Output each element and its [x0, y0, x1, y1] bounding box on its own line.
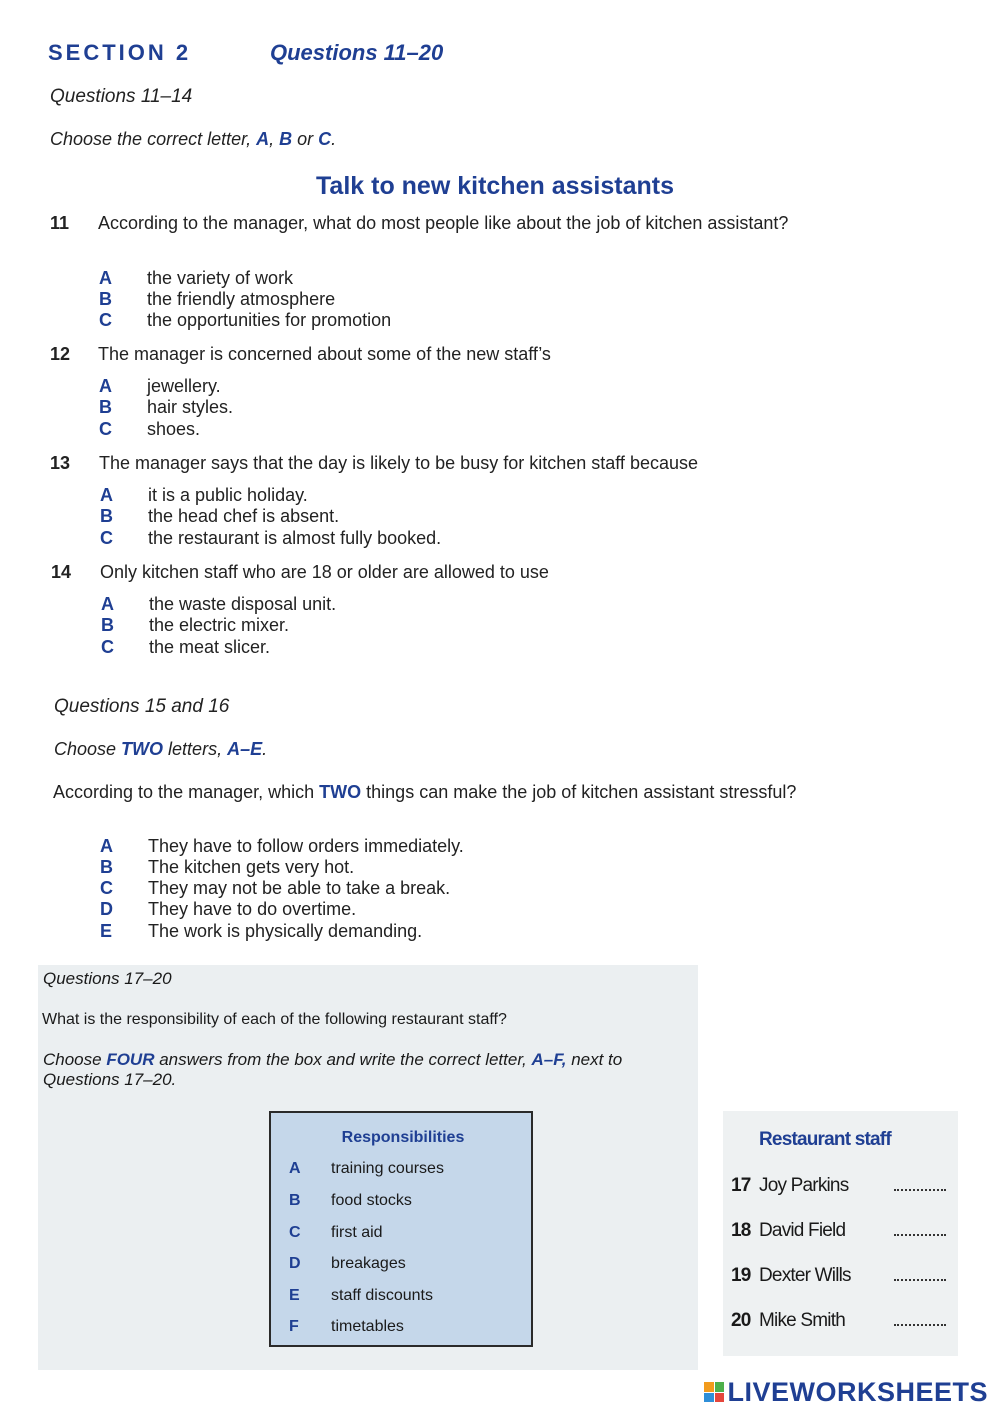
responsibility-letter: E: [289, 1287, 300, 1304]
option-text: The work is physically demanding.: [148, 921, 423, 941]
question-number-14: 14: [51, 562, 72, 582]
option-text: the waste disposal unit.: [149, 594, 337, 614]
staff-name: Dexter Wills: [759, 1265, 851, 1286]
responsibility-text: first aid: [331, 1224, 383, 1241]
question-text-13: The manager says that the day is likely to be busy for kitchen staff because: [99, 453, 698, 473]
responsibilities-heading: Responsibilities: [341, 1129, 465, 1146]
option-letter: B: [99, 289, 112, 309]
question-number-12: 12: [50, 344, 71, 364]
part3-instruction: Choose FOUR answers from the box and write the correct letter, A–F, next to Questions 17–20.: [43, 1050, 623, 1089]
option-letter: B: [100, 506, 113, 526]
question-text-14: Only kitchen staff who are 18 or older are allowed to use: [100, 562, 549, 582]
staff-number: 18: [731, 1220, 751, 1241]
staff-number: 17: [731, 1175, 751, 1196]
staff-name: Joy Parkins: [759, 1175, 849, 1196]
option-text: the electric mixer.: [149, 615, 290, 635]
option-letter: C: [99, 419, 112, 439]
part2-instruction: Choose TWO letters, A–E.: [54, 739, 268, 759]
option-letter: C: [100, 528, 113, 548]
staff-number: 20: [731, 1310, 751, 1331]
answer-blank-20[interactable]: [894, 1324, 946, 1326]
part3-question: What is the responsibility of each of the following restaurant staff?: [42, 1011, 507, 1028]
responsibility-letter: B: [289, 1192, 301, 1209]
liveworksheets-logo-icon: [704, 1382, 724, 1402]
responsibility-text: breakages: [331, 1255, 406, 1272]
part2-question: According to the manager, which TWO things can make the job of kitchen assistant stressful?: [53, 782, 797, 802]
responsibility-text: food stocks: [331, 1192, 412, 1209]
section-label: SECTION 2: [48, 40, 192, 65]
logo-text: LIVEWORKSHEETS: [727, 1376, 988, 1407]
responsibility-text: staff discounts: [331, 1287, 433, 1304]
option-text: it is a public holiday.: [148, 485, 308, 505]
part1-instruction: Choose the correct letter, A, B or C.: [50, 129, 337, 149]
option-text: They have to follow orders immediately.: [148, 836, 464, 856]
responsibilities-box: [269, 1111, 533, 1347]
responsibility-letter: C: [289, 1224, 301, 1241]
staff-row-18: [731, 1220, 946, 1246]
section-question-range: Questions 11–20: [270, 40, 444, 65]
staff-name: David Field: [759, 1220, 846, 1241]
option-letter: A: [99, 268, 112, 288]
question-number-11: 11: [50, 213, 70, 233]
option-letter: A: [100, 485, 113, 505]
option-letter: A: [100, 836, 113, 856]
staff-name: Mike Smith: [759, 1310, 845, 1331]
option-letter: E: [100, 921, 113, 941]
option-text: hair styles.: [147, 397, 234, 417]
liveworksheets-logo[interactable]: [704, 1376, 988, 1408]
question-text-11: According to the manager, what do most people like about the job of kitchen assistant?: [98, 213, 789, 233]
staff-row-19: [731, 1265, 946, 1291]
answer-blank-18[interactable]: [894, 1234, 946, 1236]
staff-row-17: [731, 1175, 946, 1201]
question-text-12: The manager is concerned about some of the new staff’s: [98, 344, 551, 364]
part2-range: Questions 15 and 16: [54, 696, 230, 717]
restaurant-staff-heading: Restaurant staff: [759, 1129, 891, 1150]
responsibility-letter: F: [289, 1318, 299, 1335]
responsibility-letter: D: [289, 1255, 301, 1272]
option-text: the friendly atmosphere: [147, 289, 336, 309]
option-text: the meat slicer.: [149, 637, 271, 657]
option-text: the opportunities for promotion: [147, 310, 392, 330]
option-text: shoes.: [147, 419, 201, 439]
responsibility-text: timetables: [331, 1318, 404, 1335]
option-letter: C: [100, 878, 113, 898]
restaurant-staff-panel: [723, 1111, 958, 1356]
answer-blank-17[interactable]: [894, 1189, 946, 1191]
staff-row-20: [731, 1310, 946, 1336]
part3-range: Questions 17–20: [43, 969, 172, 988]
option-letter: B: [101, 615, 114, 635]
option-text: The kitchen gets very hot.: [148, 857, 355, 877]
option-letter: D: [100, 899, 113, 919]
option-text: the variety of work: [147, 268, 294, 288]
option-letter: C: [99, 310, 112, 330]
option-letter: C: [101, 637, 114, 657]
part1-range: Questions 11–14: [50, 86, 193, 107]
option-letter: A: [99, 376, 112, 396]
option-text: the restaurant is almost fully booked.: [148, 528, 442, 548]
option-letter: B: [99, 397, 112, 417]
option-text: jewellery.: [147, 376, 221, 396]
option-text: the head chef is absent.: [148, 506, 340, 526]
question-number-13: 13: [50, 453, 71, 473]
option-text: They may not be able to take a break.: [148, 878, 451, 898]
responsibility-letter: A: [289, 1160, 301, 1177]
option-letter: A: [101, 594, 114, 614]
option-text: They have to do overtime.: [148, 899, 357, 919]
answer-blank-19[interactable]: [894, 1279, 946, 1281]
option-letter: B: [100, 857, 113, 877]
page-title: Talk to new kitchen assistants: [316, 172, 674, 200]
responsibility-text: training courses: [331, 1160, 444, 1177]
staff-number: 19: [731, 1265, 751, 1286]
